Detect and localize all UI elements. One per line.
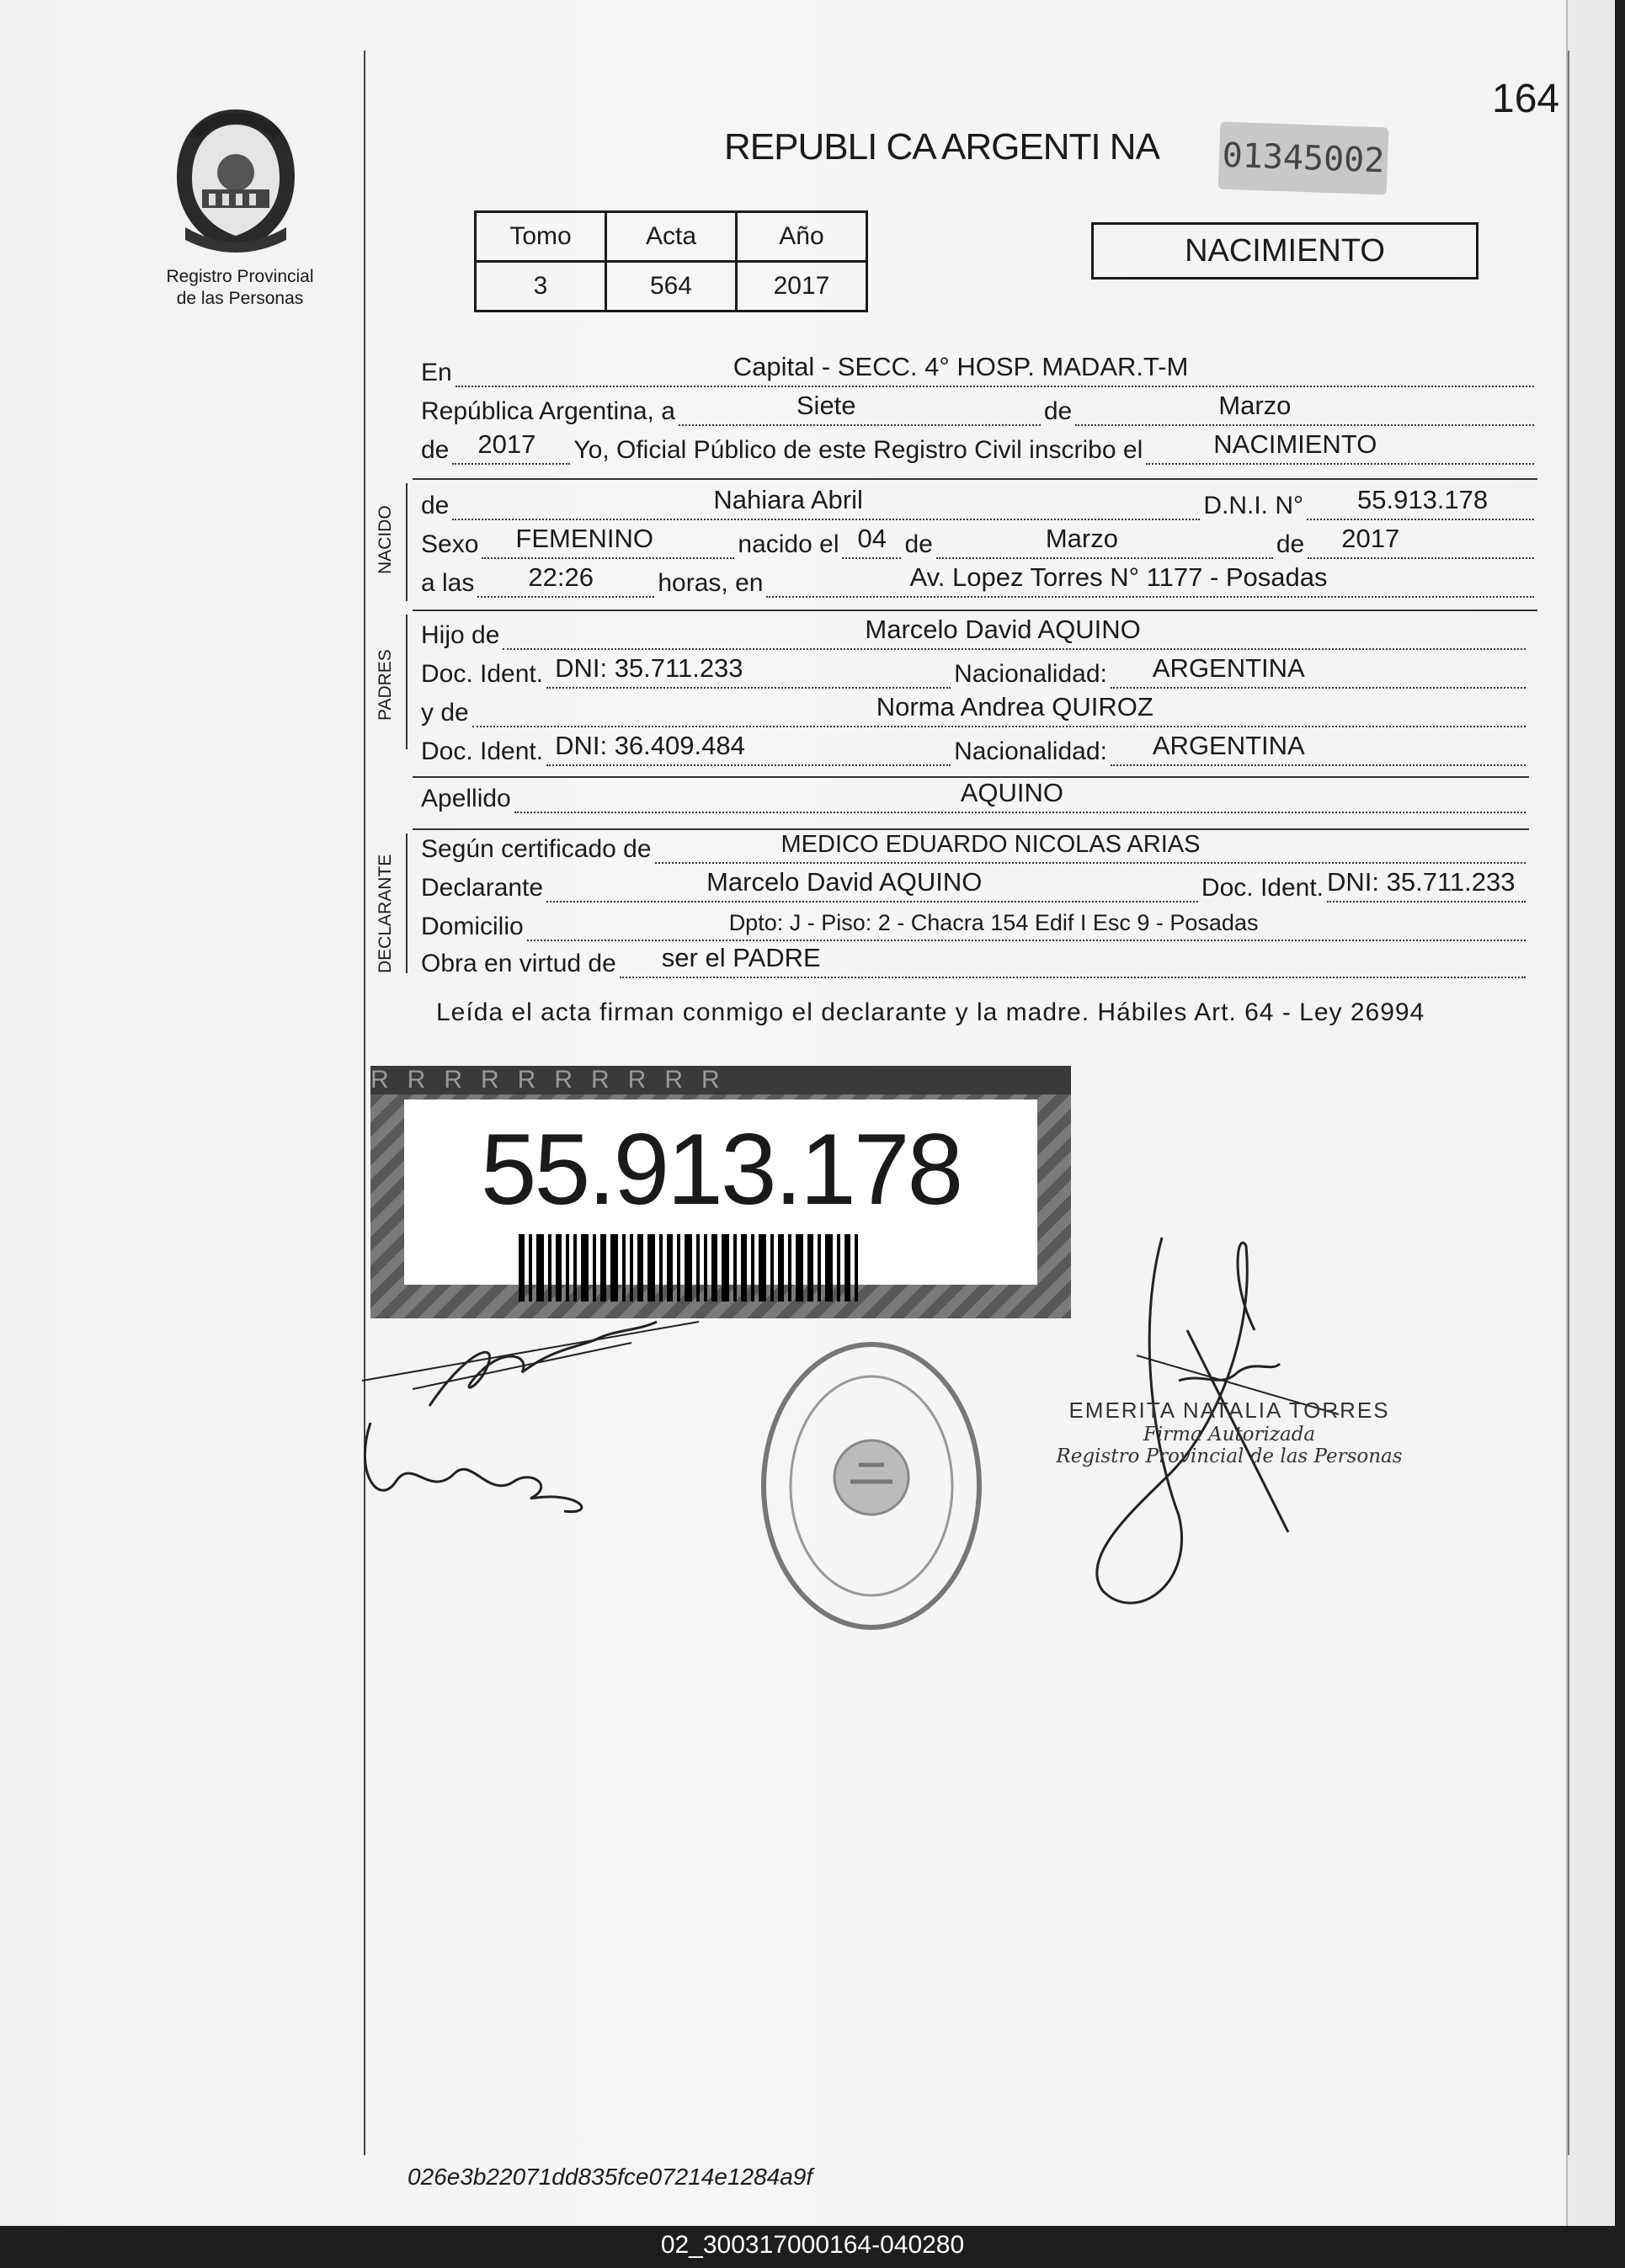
value-apellido: AQUINO (960, 778, 1064, 807)
reference-table (474, 210, 868, 312)
field-en (456, 352, 1534, 387)
divider-2 (413, 610, 1537, 611)
field-nac-day (842, 524, 901, 559)
value-padre: Marcelo David AQUINO (865, 615, 1141, 644)
field-domicilio (527, 911, 1526, 941)
divider-4 (413, 828, 1529, 830)
value-dni: 55.913.178 (1357, 485, 1489, 514)
misiones-shield-icon (168, 101, 303, 261)
ref-value-tomo: 3 (476, 262, 606, 311)
label-nacido-el: nacido el (738, 530, 839, 558)
barcode-number: 55.913.178 (480, 1113, 962, 1226)
right-margin-line (1568, 51, 1569, 2155)
value-obra: ser el PADRE (661, 943, 821, 972)
round-seal-icon (758, 1339, 985, 1633)
logo-caption (143, 266, 337, 310)
value-en: Capital - SECC. 4° HOSP. MADAR.T-M (733, 352, 1189, 381)
value-decl-doc: DNI: 35.711.233 (1327, 867, 1516, 897)
label-declarante: Declarante (421, 874, 544, 902)
closing-note: Leída el acta firman conmigo el declarante y la madre. Hábiles Art. 64 - Ley 26994 (436, 998, 1425, 1026)
scan-code: 02_300317000164-040280 (660, 2231, 965, 2259)
signature-stamp-name: EMERITA NATALIA TORRES (1068, 1398, 1390, 1423)
value-madre-doc: DNI: 36.409.484 (555, 731, 745, 760)
field-certificado (655, 833, 1526, 864)
row-en (421, 352, 1537, 387)
left-margin-line (364, 51, 365, 2155)
label-de: de (1043, 397, 1073, 425)
value-hora: 22:26 (528, 562, 594, 592)
ref-header-tomo: Tomo (476, 212, 606, 262)
label-sexo: Sexo (421, 530, 479, 558)
value-day: Siete (796, 391, 856, 420)
label-nac-de-2: de (1276, 530, 1305, 558)
row-certificado (421, 833, 1529, 864)
ref-value-ano: 2017 (737, 262, 867, 311)
field-nac-month (936, 524, 1273, 559)
nacido-bar (406, 483, 408, 601)
value-declarante: Marcelo David AQUINO (706, 867, 983, 897)
field-madre (472, 692, 1526, 727)
value-inscribe: NACIMIENTO (1213, 429, 1377, 459)
field-padre-nac (1111, 653, 1526, 689)
label-alas: a las (421, 569, 475, 597)
row-madre-doc (421, 731, 1529, 766)
field-padre-doc (546, 653, 951, 689)
section-label-padres: PADRES (376, 649, 395, 721)
field-dni (1307, 485, 1534, 520)
field-lugar (766, 562, 1534, 598)
barcode-bars (519, 1234, 862, 1302)
value-certificado: MEDICO EDUARDO NICOLAS ARIAS (781, 831, 1201, 858)
value-nombre: Nahiara Abril (713, 485, 863, 514)
field-obra (620, 943, 1526, 978)
signature-declarante-icon (362, 1305, 716, 1524)
page-number: 164 (1492, 77, 1560, 121)
value-nac-year: 2017 (1341, 524, 1400, 553)
field-declarante (546, 867, 1198, 902)
field-decl-doc (1327, 867, 1526, 902)
logo-caption-line-2: de las Personas (176, 289, 304, 308)
barcode-sticker (370, 1066, 1071, 1318)
ref-header-acta: Acta (606, 212, 737, 262)
label-apellido: Apellido (421, 785, 511, 812)
section-label-declarante: DECLARANTE (376, 854, 395, 973)
label-hijo-de: Hijo de (421, 621, 500, 649)
barcode-label (404, 1099, 1037, 1285)
field-nac-year (1308, 524, 1534, 559)
label-madre-nac: Nacionalidad: (954, 737, 1107, 765)
signature-stamp-org: Registro Provincial de las Personas (1056, 1445, 1403, 1467)
label-obra: Obra en virtud de (421, 950, 616, 977)
padres-bar (406, 615, 408, 749)
label-de-year: de (421, 436, 450, 464)
field-madre-doc (546, 731, 951, 766)
label-domicilio: Domicilio (421, 913, 524, 940)
row-nacido-nombre (421, 485, 1537, 520)
value-lugar: Av. Lopez Torres N° 1177 - Posadas (909, 562, 1328, 592)
value-month: Marzo (1218, 391, 1292, 420)
row-domicilio (421, 911, 1529, 941)
declarante-bar (406, 833, 408, 973)
value-nac-day: 04 (857, 524, 887, 553)
document-hash: 026e3b22071dd835fce07214e1284a9f (408, 2164, 813, 2190)
field-madre-nac (1111, 731, 1526, 766)
document-title: REPUBLI CA ARGENTI NA (724, 126, 1159, 168)
field-month (1075, 391, 1534, 426)
value-sexo: FEMENINO (515, 524, 654, 553)
field-day (679, 391, 1041, 426)
value-madre-nac: ARGENTINA (1152, 731, 1305, 760)
label-dni: D.N.I. N° (1203, 492, 1303, 519)
field-inscribe (1146, 429, 1534, 465)
label-certificado: Según certificado de (421, 835, 652, 863)
label-republica: República Argentina, a (421, 397, 675, 425)
divider-1 (413, 478, 1537, 480)
signature-stamp (1052, 1398, 1406, 1467)
section-label-nacido: NACIDO (376, 505, 395, 574)
label-nac-de: de (904, 530, 933, 558)
label-decl-doc: Doc. Ident. (1201, 874, 1324, 902)
label-madre-doc: Doc. Ident. (421, 737, 544, 765)
value-nac-month: Marzo (1045, 524, 1118, 553)
row-apellido (421, 778, 1529, 813)
row-year (421, 429, 1537, 465)
row-obra (421, 943, 1529, 978)
label-nacido-de: de (421, 492, 450, 519)
value-domicilio: Dpto: J - Piso: 2 - Chacra 154 Edif I Esc 9 - Posadas (728, 910, 1259, 935)
field-nombre (452, 485, 1200, 520)
serial-stamp: 01345002 (1218, 122, 1389, 195)
row-nacido-lugar (421, 562, 1537, 598)
ref-header-ano: Año (737, 212, 867, 262)
page-edge (1566, 0, 1615, 2226)
ref-value-acta: 564 (606, 262, 737, 311)
label-horas-en: horas, en (658, 569, 764, 597)
row-padre-doc (421, 653, 1529, 689)
label-official: Yo, Oficial Público de este Registro Civil inscribo el (573, 436, 1143, 464)
record-type-box: NACIMIENTO (1091, 222, 1478, 280)
row-hijo-de (421, 615, 1529, 650)
row-fecha (421, 391, 1537, 426)
logo-caption-line-1: Registro Provincial (166, 267, 314, 286)
row-y-de (421, 692, 1529, 727)
label-padre-doc: Doc. Ident. (421, 660, 544, 688)
field-apellido (514, 778, 1526, 813)
signature-stamp-role: Firma Autorizada (1143, 1424, 1316, 1445)
field-hora (477, 562, 654, 598)
field-padre (503, 615, 1526, 650)
label-en: En (421, 359, 452, 386)
field-year (452, 429, 570, 465)
value-year: 2017 (477, 429, 536, 459)
row-declarante (421, 867, 1529, 902)
field-sexo (482, 524, 734, 559)
value-padre-nac: ARGENTINA (1152, 653, 1305, 683)
label-y-de: y de (421, 699, 469, 727)
value-madre: Norma Andrea QUIROZ (876, 692, 1153, 721)
barcode-pattern-strip: RRRRRRRRRR (370, 1066, 1071, 1094)
value-padre-doc: DNI: 35.711.233 (555, 653, 743, 683)
label-padre-nac: Nacionalidad: (954, 660, 1107, 688)
row-nacido-sexo (421, 524, 1537, 559)
